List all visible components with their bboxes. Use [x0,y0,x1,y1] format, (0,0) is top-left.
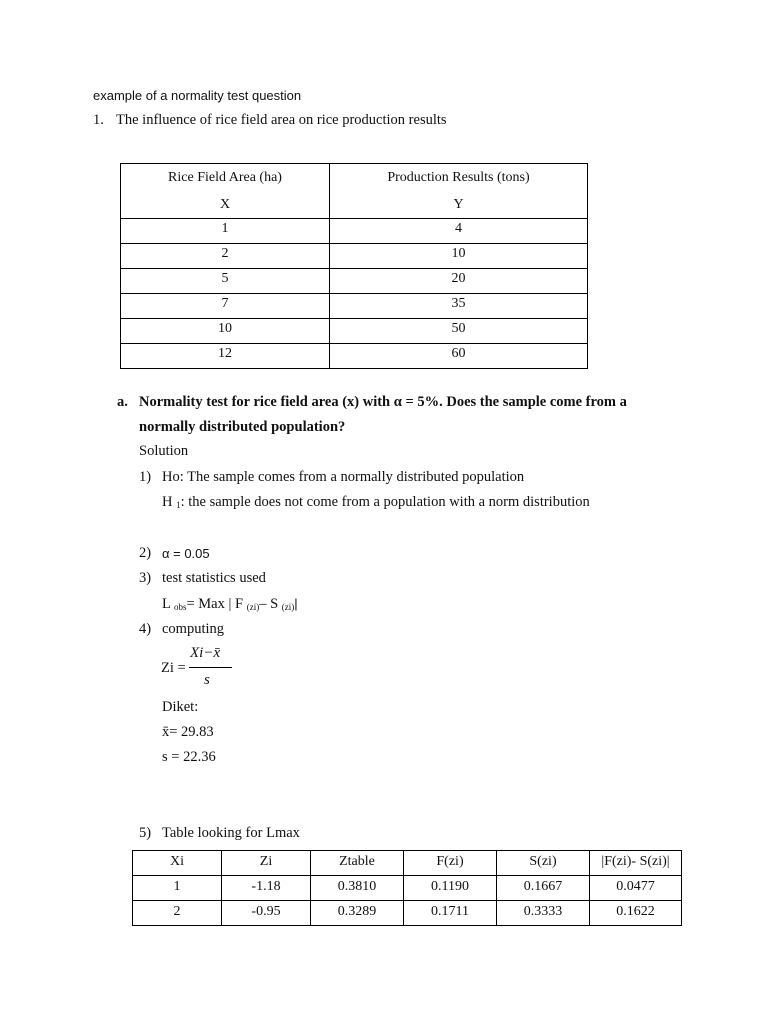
table-cell: 0.3810 [311,876,404,901]
zi-label: Zi = [161,660,186,676]
null-hypothesis: Ho: The sample comes from a normally distributed population [162,469,525,485]
test-statistic-label: test statistics used [162,570,266,586]
table-header-cell [330,164,588,219]
table-cell: -0.95 [222,901,311,926]
table-header-row [121,164,588,219]
formula-subscript: (zi) [246,602,260,612]
formula-subscript: obs [173,602,187,612]
table-cell: 2 [121,244,330,269]
table-cell: 10 [121,319,330,344]
formula-part: | [294,596,298,611]
table-cell: 5 [121,269,330,294]
table-header-cell: Xi [133,851,222,876]
table-cell: 0.3289 [311,901,404,926]
table-row [121,269,588,294]
mean-value: x̄= 29.83 [162,724,214,740]
std-dev-value: s = 22.36 [162,749,216,765]
step-number: 2) [139,545,152,561]
formula-subscript: (zi) [281,602,295,612]
table-row [121,319,588,344]
table-row [133,876,682,901]
table-cell: 2 [133,901,222,926]
solution-label: Solution [139,443,189,459]
table-cell: 0.3333 [497,901,590,926]
table-cell: 20 [330,269,588,294]
formula-part: L [162,596,171,612]
table-cell: -1.18 [222,876,311,901]
table-cell: 50 [330,319,588,344]
table-row [121,244,588,269]
question-number: 1. [93,112,104,128]
table-header-cell [121,164,330,219]
table-header-cell: F(zi) [404,851,497,876]
fraction-bar [189,667,232,668]
lobs-formula [162,596,298,613]
table-cell: 4 [330,219,588,244]
alpha-value: α = 0.05 [162,546,210,561]
lmax-table-title: Table looking for Lmax [162,825,300,841]
formula-part: – S [259,596,279,612]
step-number: 3) [139,570,152,586]
header-label: Rice Field Area (ha) [168,170,282,185]
diket-label: Diket: [162,699,199,715]
formula-part: = Max | F [186,596,244,612]
table-cell: 0.0477 [590,876,682,901]
header-label: Production Results (tons) [387,170,530,185]
table-header-cell: |F(zi)- S(zi)| [590,851,682,876]
table-row [133,901,682,926]
part-a-question-line2: normally distributed population? [139,419,346,435]
table-row [121,219,588,244]
step-number: 5) [139,825,152,841]
question-text: The influence of rice field area on rice production results [116,112,447,128]
table-cell: 1 [121,219,330,244]
alternative-hypothesis [162,494,590,511]
table-cell: 0.1190 [404,876,497,901]
step-number: 1) [139,469,152,485]
h1-symbol: H [162,494,173,510]
fraction-numerator: Xi−x̄ [190,645,221,661]
table-cell: 35 [330,294,588,319]
computing-label: computing [162,621,225,637]
table-header-cell: Zi [222,851,311,876]
table-cell: 1 [133,876,222,901]
table-cell: 10 [330,244,588,269]
table-cell: 0.1622 [590,901,682,926]
table-row [121,294,588,319]
part-a-question-line1: Normality test for rice field area (x) with α = 5%. Does the sample come from a [139,394,627,410]
table-header-cell: Ztable [311,851,404,876]
step-number: 4) [139,621,152,637]
table-cell: 0.1711 [404,901,497,926]
table-cell: 12 [121,344,330,369]
document-heading: example of a normality test question [93,88,302,103]
h1-text: : the sample does not come from a population with a norm distribution [180,494,590,510]
table-header-cell: S(zi) [497,851,590,876]
table-row [121,344,588,369]
h1-subscript: 1 [176,500,181,510]
fraction-denominator: s [204,672,210,688]
lmax-table [132,850,682,926]
table-cell: 7 [121,294,330,319]
table-cell: 0.1667 [497,876,590,901]
data-table [120,163,588,369]
table-header-row [133,851,682,876]
header-symbol: Y [453,197,464,212]
table-cell: 60 [330,344,588,369]
header-symbol: X [219,197,231,212]
part-a-label: a. [117,394,128,410]
